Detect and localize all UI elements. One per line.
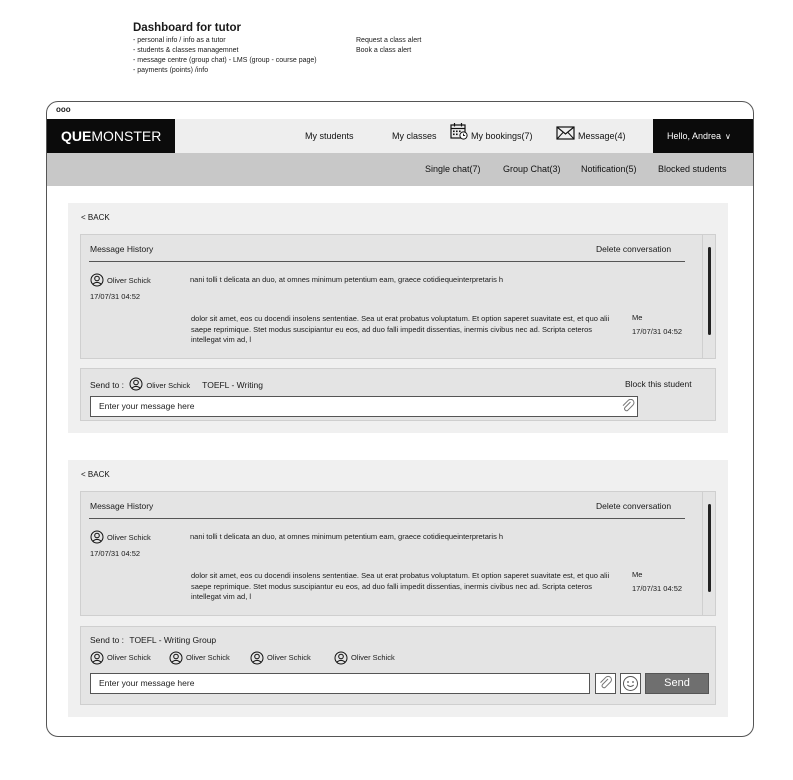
message-history (80, 234, 716, 359)
send-to-label: Send to : (90, 380, 125, 390)
tab-group-chat[interactable]: Group Chat(3) (503, 164, 561, 174)
sent-message: dolor sit amet, eos cu docendi insolens sententiae. Sea ut erat probatus voluptatum. Et option saperet suavitate est, et quo alii saepe reprimique. Stet modus suscipiantur eu eos, ad duo falli impedit dissentias, inermis civibus nec ad. Scripta ceteros intellegat vim ad, l (191, 571, 610, 601)
logo[interactable] (47, 119, 175, 153)
scrollbar[interactable] (702, 492, 717, 615)
me-timestamp: 17/07/31 04:52 (632, 327, 683, 336)
browser-window (46, 101, 754, 737)
tab-notification[interactable]: Notification(5) (581, 164, 637, 174)
nav-message[interactable] (556, 119, 626, 153)
tab-single-chat[interactable]: Single chat(7) (425, 164, 481, 174)
nav-my-bookings-label: My bookings(7) (471, 131, 533, 141)
send-to-row (90, 634, 219, 645)
avatar-icon (90, 530, 104, 546)
user-menu[interactable] (653, 119, 753, 153)
single-chat-panel (68, 203, 728, 433)
recipient-chip[interactable] (90, 651, 151, 665)
avatar-icon (169, 651, 183, 665)
scroll-thumb[interactable] (708, 247, 711, 335)
notes-item: - students & classes managemnet (133, 47, 239, 54)
sender-timestamp: 17/07/31 04:52 (90, 292, 141, 301)
message-sender (90, 530, 151, 546)
message-sender (90, 273, 151, 289)
nav-my-classes[interactable]: My classes (392, 131, 437, 141)
group-chat-panel (68, 460, 728, 717)
user-greeting: Hello, Andrea (667, 131, 722, 141)
message-subnav (47, 153, 753, 186)
recipient-group: TOEFL - Writing Group (129, 634, 217, 645)
recipient-name: Oliver Schick (267, 652, 311, 662)
notes-list (133, 36, 317, 76)
send-button[interactable]: Send (645, 673, 709, 694)
recipient-chip[interactable] (334, 651, 395, 665)
smiley-icon (621, 680, 640, 697)
divider (89, 518, 685, 519)
paperclip-icon (596, 680, 615, 697)
me-label: Me (632, 313, 643, 322)
send-box (80, 626, 716, 705)
message-input[interactable]: Enter your message here (90, 396, 638, 417)
nav-my-bookings[interactable] (450, 119, 533, 153)
recipient-chip[interactable] (169, 651, 230, 665)
delete-conversation-button[interactable]: Delete conversation (596, 244, 672, 254)
message-history (80, 491, 716, 616)
scroll-thumb[interactable] (708, 504, 711, 592)
recipient-name: Oliver Schick (146, 380, 191, 390)
me-timestamp: 17/07/31 04:52 (632, 584, 683, 593)
block-student-button[interactable]: Block this student (625, 379, 692, 389)
spec-notes (133, 22, 317, 76)
received-message: nani tolli t delicata an duo, at omnes minimum petentium eam, graece cotidiequeinterpretaris h (190, 275, 504, 284)
recipient-name: Oliver Schick (351, 652, 395, 662)
logo-rest: MONSTER (91, 128, 162, 144)
message-history-title: Message History (90, 501, 154, 511)
chevron-down-icon: ∨ (725, 132, 731, 141)
scrollbar[interactable] (702, 235, 717, 358)
sender-name: Oliver Schick (107, 532, 151, 542)
divider (89, 261, 685, 262)
back-link[interactable]: < BACK (81, 213, 110, 222)
emoji-button[interactable] (620, 673, 641, 694)
sent-message: dolor sit amet, eos cu docendi insolens sententiae. Sea ut erat probatus voluptatum. Et option saperet suavitate est, et quo alii saepe reprimique. Stet modus suscipiantur eu eos, ad duo falli impedit dissentias, inermis civibus nec ad. Scripta ceteros intellegat vim ad, l (191, 314, 610, 344)
notes-alert-item: Book a class alert (356, 47, 412, 54)
delete-conversation-button[interactable]: Delete conversation (596, 501, 672, 511)
me-label: Me (632, 570, 643, 579)
send-to-label: Send to : (90, 634, 125, 645)
nav-message-label: Message(4) (578, 131, 626, 141)
recipient-name: Oliver Schick (107, 652, 151, 662)
window-controls[interactable]: ooo (56, 105, 71, 114)
tab-blocked-students[interactable]: Blocked students (658, 164, 727, 174)
message-input[interactable]: Enter your message here (90, 673, 590, 694)
notes-alert-item: Request a class alert (356, 37, 422, 44)
send-box (80, 368, 716, 421)
notes-title: Dashboard for tutor (133, 22, 241, 34)
avatar-icon (250, 651, 264, 665)
envelope-icon (556, 120, 575, 154)
nav-my-students[interactable]: My students (305, 131, 354, 141)
avatar-icon (334, 651, 348, 665)
avatar-icon (90, 651, 104, 665)
sender-timestamp: 17/07/31 04:52 (90, 549, 141, 558)
notes-item: - payments (points) /info (133, 67, 209, 74)
received-message: nani tolli t delicata an duo, at omnes minimum petentium eam, graece cotidiequeinterpretaris h (190, 532, 504, 541)
recipient-course: TOEFL - Writing (202, 380, 263, 390)
sender-name: Oliver Schick (107, 275, 151, 285)
notes-alerts (356, 36, 421, 56)
back-link[interactable]: < BACK (81, 470, 110, 479)
message-history-title: Message History (90, 244, 154, 254)
notes-item: - personal info / info as a tutor (133, 37, 226, 44)
send-to-row (90, 377, 266, 393)
paperclip-icon[interactable] (621, 399, 635, 418)
recipient-chip[interactable] (250, 651, 311, 665)
avatar-icon (129, 377, 143, 393)
logo-bold: QUE (61, 128, 92, 144)
calendar-icon (450, 120, 468, 154)
recipient-name: Oliver Schick (186, 652, 230, 662)
notes-item: - message centre (group chat) - LMS (group - course page) (133, 57, 317, 64)
attach-button[interactable] (595, 673, 616, 694)
avatar-icon (90, 273, 104, 289)
top-navigation (47, 119, 753, 153)
